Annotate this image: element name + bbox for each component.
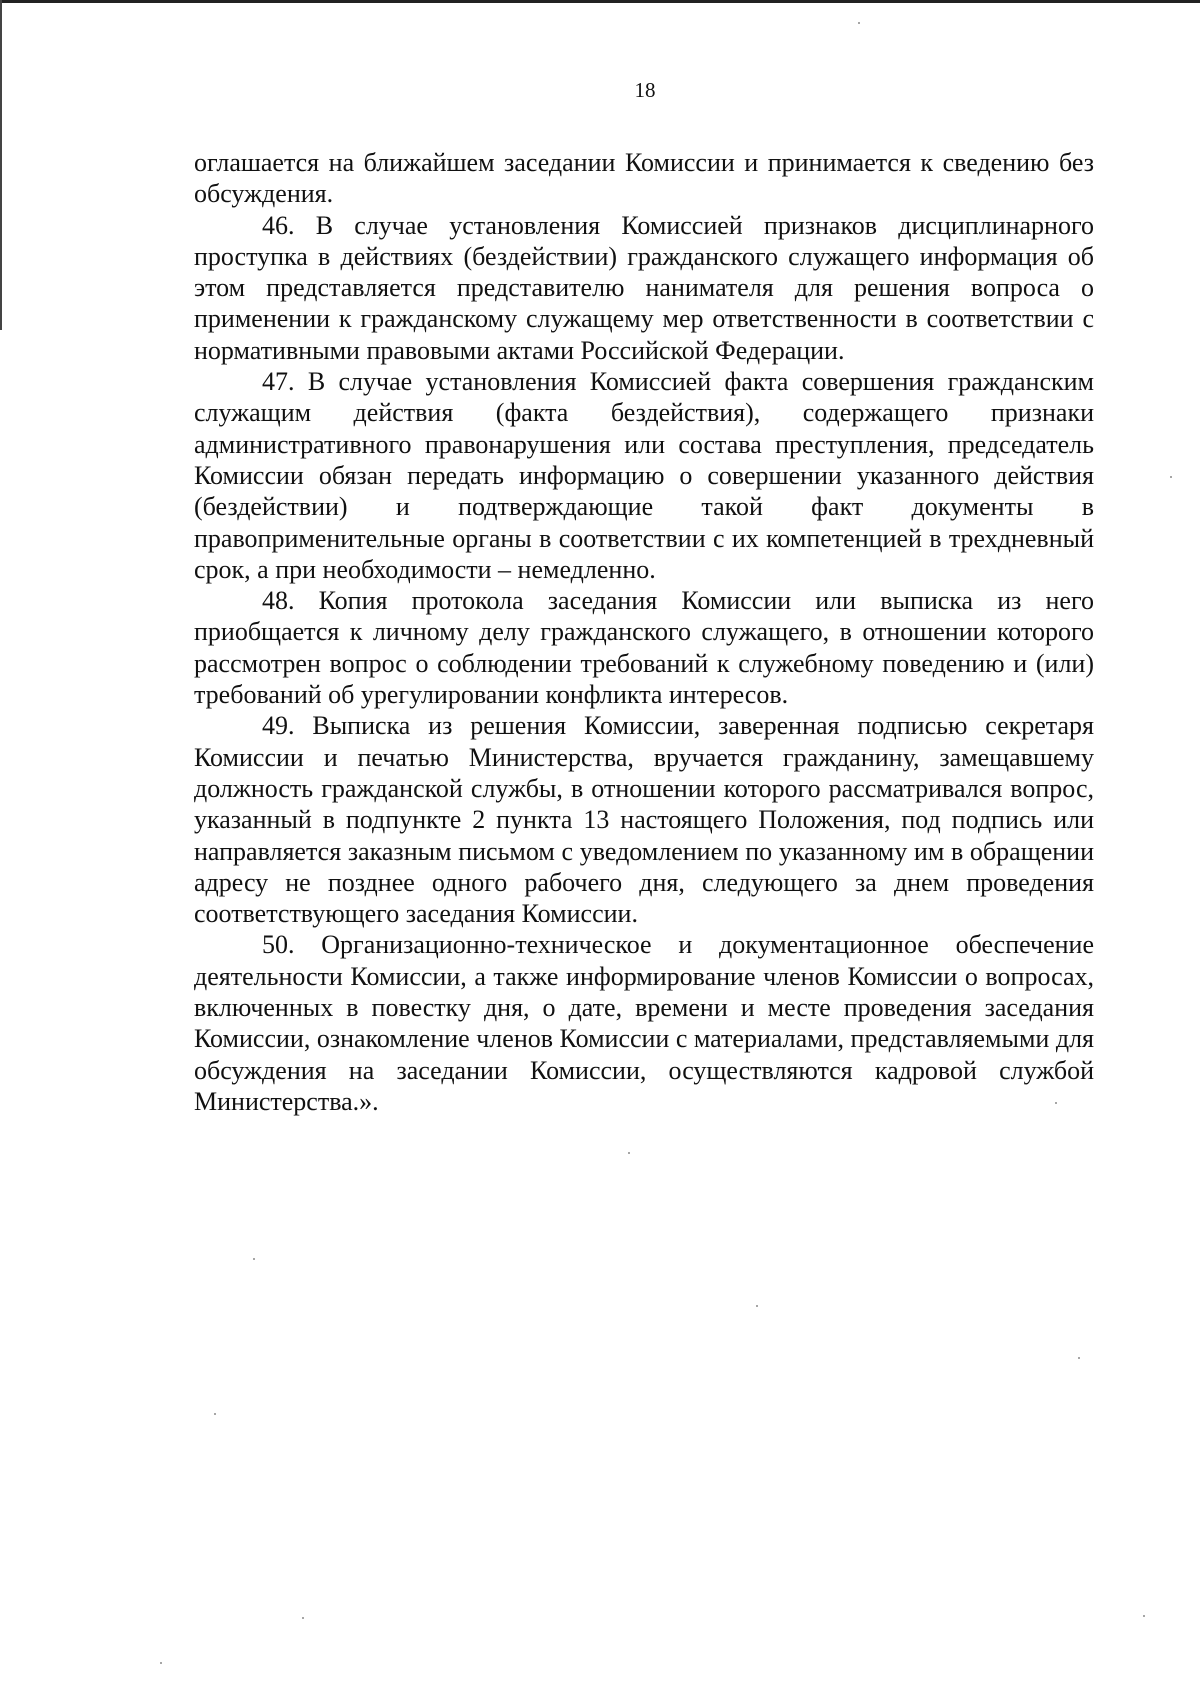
scan-speck <box>160 1662 162 1664</box>
scan-speck <box>214 1413 216 1415</box>
paragraph-47: 47. В случае установления Комиссией факта совершения гражданским служащим действия (факта бездействия), содержащего признаки административного правонарушения или состава преступления, председатель Комиссии обязан передать информацию о совершении указанного действия (бездействии) и подтверждающие такой факт документы в правоприменительные органы в соответствии с их компетенцией в трехдневный срок, а при необходимости – немедленно. <box>194 367 1094 584</box>
scan-speck <box>1055 1102 1057 1104</box>
scan-speck <box>756 1305 758 1307</box>
scan-speck <box>628 1152 630 1154</box>
scan-speck <box>1143 1615 1145 1617</box>
page-number: 18 <box>634 78 656 102</box>
scan-speck <box>253 1258 255 1260</box>
paragraph-50: 50. Организационно-техническое и документационное обеспечение деятельности Комиссии, а также информирование членов Комиссии о вопросах, включенных в повестку дня, о дате, времени и месте проведения заседания Комиссии, ознакомление членов Комиссии с материалами, представляемыми для обсуждения на заседании Комиссии, осуществляются кадровой службой Министерства.». <box>194 930 1094 1116</box>
paragraph-46: 46. В случае установления Комиссией признаков дисциплинарного проступка в действиях (бездействии) гражданского служащего информация об этом представляется представителю нанимателя для решения вопроса о применении к гражданскому служащему мер ответственности в соответствии с нормативными правовыми актами Российской Федерации. <box>194 210 1094 365</box>
paragraph-continuation: оглашается на ближайшем заседании Комиссии и принимается к сведению без обсуждения. <box>194 148 1094 209</box>
scan-speck <box>1170 476 1172 478</box>
scan-speck <box>1078 1357 1080 1359</box>
scan-speck <box>302 1617 304 1619</box>
scan-speck <box>858 22 860 24</box>
document-body <box>194 147 1094 1117</box>
scan-edge-top <box>0 0 1200 3</box>
paragraph-48: 48. Копия протокола заседания Комиссии или выписка из него приобщается к личному делу гражданского служащего, в отношении которого рассмотрен вопрос о соблюдении требований к служебному поведению и (или) требований об урегулировании конфликта интересов. <box>194 586 1094 710</box>
paragraph-49: 49. Выписка из решения Комиссии, заверенная подписью секретаря Комиссии и печатью Министерства, вручается гражданину, замещавшему должность гражданской службы, в отношении которого рассматривался вопрос, указанный в подпункте 2 пункта 13 настоящего Положения, под подпись или направляется заказным письмом с уведомлением по указанному им в обращении адресу не позднее одного рабочего дня, следующего за днем проведения соответствующего заседания Комиссии. <box>194 711 1094 929</box>
scan-edge-left <box>0 0 2 330</box>
